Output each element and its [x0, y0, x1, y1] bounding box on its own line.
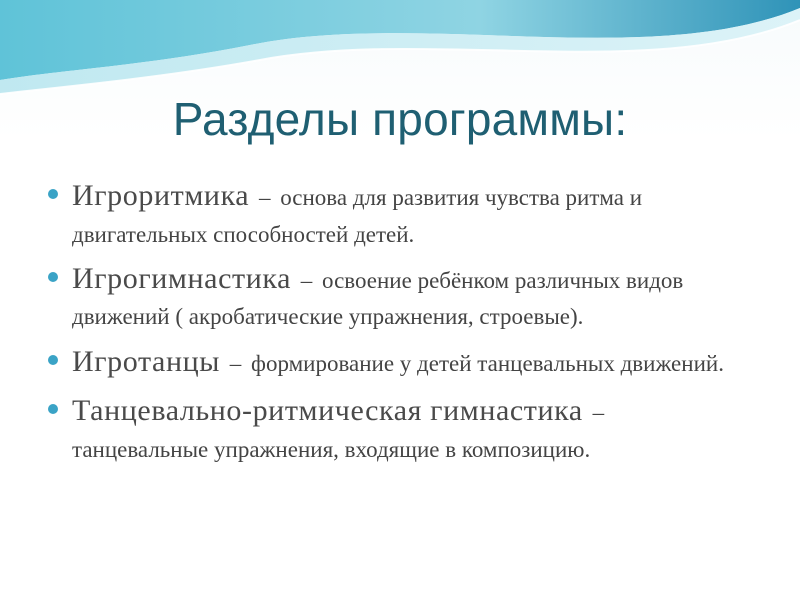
bullet-dash: –	[592, 400, 605, 426]
list-item	[48, 389, 748, 466]
slide-title: Разделы программы:	[172, 93, 628, 145]
bullet-dot-icon	[48, 189, 58, 199]
bullet-dash: –	[229, 350, 242, 376]
bullet-description: основа для развития чувства ритма и двигательных способностей детей.	[72, 185, 643, 247]
bullet-term: Игротанцы	[72, 344, 221, 378]
bullet-term: Игроритмика	[72, 179, 250, 212]
bullet-dot-icon	[48, 355, 58, 365]
bullet-dash: –	[300, 267, 313, 293]
bullet-description: танцевальные упражнения, входящие в композицию.	[72, 436, 591, 462]
list-item	[48, 340, 748, 384]
bullet-description: освоение ребёнком различных видов движений ( акробатические упражнения, строевые).	[72, 267, 684, 330]
bullet-description: формирование у детей танцевальных движений.	[251, 350, 724, 376]
bullet-dash: –	[258, 185, 271, 210]
list-item	[48, 174, 748, 251]
bullet-dot-icon	[48, 404, 58, 414]
bullet-term: Танцевально-ритмическая гимнастика	[72, 394, 583, 428]
bullet-term: Игрогимнастика	[72, 261, 292, 295]
bullet-dot-icon	[48, 272, 58, 282]
list-item	[48, 257, 748, 334]
bullet-list	[48, 174, 748, 472]
